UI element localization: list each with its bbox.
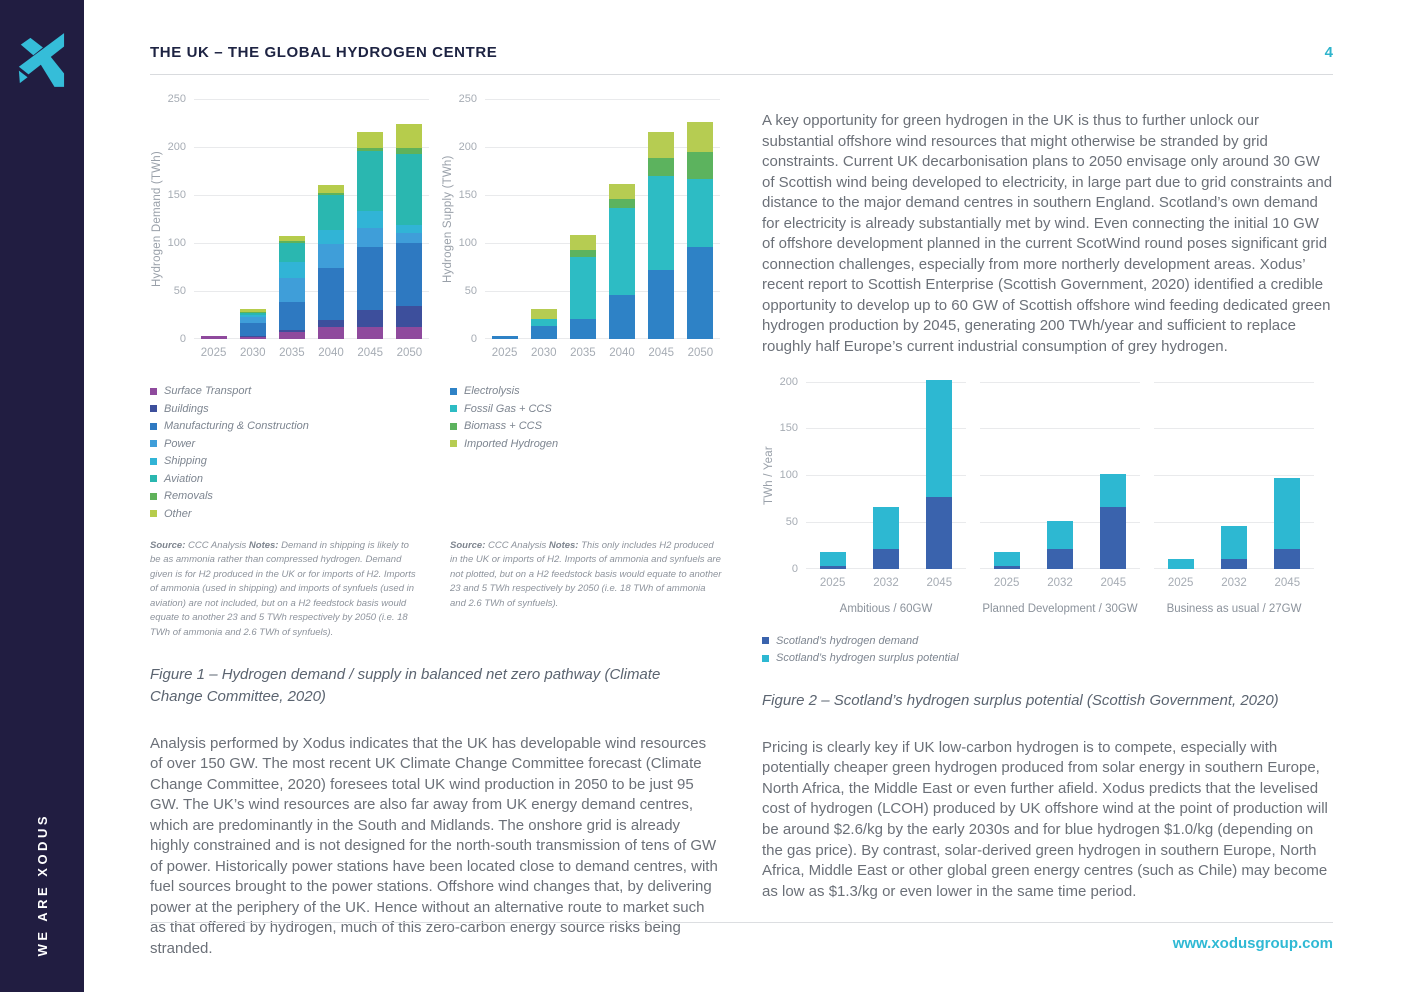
x-tick-label: 2025 — [1167, 576, 1194, 589]
bar-2032 — [1221, 526, 1247, 569]
bar-segment — [492, 336, 518, 339]
bar-segment — [820, 566, 846, 569]
bar-segment — [357, 327, 383, 339]
gridline — [194, 243, 429, 244]
figure1-legends — [150, 385, 720, 525]
website-link[interactable]: www.xodusgroup.com — [1172, 935, 1333, 952]
figure1-caption: Figure 1 – Hydrogen demand / supply in balanced net zero pathway (Climate Change Committee, 2020) — [150, 666, 661, 705]
main-content — [84, 0, 1403, 992]
legend-swatch — [762, 637, 769, 644]
legend-item — [150, 508, 450, 520]
bar-2025 — [492, 336, 518, 339]
page-number: 4 — [1324, 44, 1333, 61]
y-axis — [776, 375, 806, 575]
y-axis — [455, 93, 485, 345]
legend-label: Scotland’s hydrogen demand — [776, 634, 919, 647]
bar-segment — [820, 552, 846, 566]
legend-swatch — [450, 405, 457, 412]
bar-segment — [687, 179, 713, 247]
gridline — [485, 99, 720, 100]
bar-segment — [648, 176, 674, 270]
bar-segment — [926, 497, 952, 569]
legend-label: Biomass + CCS — [464, 420, 542, 432]
bar-segment — [318, 230, 344, 244]
x-tick-label: 2045 — [648, 347, 674, 359]
bar-segment — [318, 244, 344, 268]
bar-2025 — [994, 552, 1020, 569]
ambitious-chart — [762, 375, 966, 589]
bar-2040 — [318, 185, 344, 339]
legend-item — [762, 635, 1333, 647]
bar-segment — [531, 319, 557, 326]
x-axis-labels — [1154, 577, 1314, 589]
hydrogen-supply-chart — [441, 93, 720, 359]
bar-segment — [240, 323, 266, 336]
business-as-usual-chart — [1154, 382, 1314, 589]
y-tick-label: 200 — [779, 375, 798, 388]
planned-development-label: Planned Development / 30GW — [982, 602, 1138, 615]
left-paragraph: Analysis performed by Xodus indicates that the UK has developable wind resources of over 150 GW. The most recent UK Climate Change Committee forecast (Climate Change Committee, 2020) foresees total UK wind production in 2050 to be just 95 GW. The UK’s wind resources are also far away from UK energy demand centres, which are predominantly in the South and Midlands. The onshore grid is already highly constrained and is not designed for the north-south transmission of tens of GW of power. Historically power stations have been located close to demand centres, with fuel sources brought to the power stations. Offshore wind changes that, by delivering power at the periphery of the UK. Hence without an alternative route to market such as that offered by hydrogen, much of this zero-carbon energy source risks being stranded. — [150, 734, 718, 958]
right-column — [762, 99, 1333, 960]
legend-item — [762, 652, 1333, 664]
x-tick-label: 2045 — [1274, 576, 1301, 589]
gridline — [1154, 475, 1314, 476]
x-tick-label: 2025 — [491, 347, 518, 359]
legend-item — [450, 438, 558, 450]
demand-source-note — [150, 539, 422, 640]
bar-segment — [240, 337, 266, 339]
y-tick-label: 200 — [167, 141, 186, 153]
notes-text: This only includes H2 produced in the UK or imports of H2. Imports of ammonia and synfuels are not plotted, but on a H2 feedstock basis would equate to another 23 and 5 TWh respectively by 2050 (i.e. 18 TWh of ammonia and 2.6 TWh of synfuels). — [450, 540, 722, 609]
two-column-layout — [150, 93, 1333, 960]
x-tick-label: 2032 — [1047, 576, 1073, 589]
legend-item — [450, 420, 558, 432]
legend-label: Surface Transport — [164, 385, 252, 397]
y-tick-label: 50 — [785, 515, 798, 528]
legend-item — [450, 385, 558, 397]
bar-segment — [1221, 559, 1247, 568]
bar-2045 — [1100, 474, 1126, 568]
y-tick-label: 250 — [458, 93, 477, 105]
y-tick-label: 0 — [470, 333, 477, 345]
source-text: CCC Analysis — [185, 540, 249, 551]
legend-swatch — [150, 440, 157, 447]
bar-2045 — [1274, 478, 1300, 569]
bar-segment — [357, 228, 383, 247]
business-as-usual-label: Business as usual / 27GW — [1166, 602, 1302, 615]
bar-segment — [201, 336, 227, 339]
legend-swatch — [150, 458, 157, 465]
figure1-charts — [150, 93, 720, 359]
bar-segment — [396, 225, 422, 234]
bar-segment — [687, 247, 713, 339]
bar-segment — [318, 320, 344, 328]
bar-segment — [357, 310, 383, 327]
x-axis-labels — [980, 577, 1140, 589]
right-paragraph-1: A key opportunity for green hydrogen in the UK is thus to further unlock our substantial offshore wind resources that might otherwise be stranded by grid constraints. Current UK decarbonisation plans to 2050 envisage only around 30 GW of Scottish wind being developed to electricity, in large part due to grid constraints and distance to the major demand centres in southern England. Scotland’s own demand for electricity is already substantially met by wind. Even connecting the initial 10 GW of offshore development planned in the current ScotWind round poses significant grid connection challenges, especially from more northerly development areas. Xodus’ recent report to Scottish Enterprise (Scottish Government, 2020) identified a credible opportunity to develop up to 60 GW of Scottish offshore wind feeding dedicated green hydrogen production by 2045, generating 200 TWh/year and sufficient to replace roughly half Europe’s current industrial consumption of grey hydrogen. — [762, 112, 1333, 356]
figure2-legend — [762, 635, 1333, 665]
bar-2025 — [1168, 559, 1194, 568]
legend-label: Shipping — [164, 455, 207, 467]
bar-2025 — [201, 336, 227, 339]
bar-segment — [1100, 474, 1126, 507]
legend-swatch — [450, 423, 457, 430]
bar-segment — [687, 152, 713, 179]
legend-label: Other — [164, 507, 192, 520]
bar-segment — [570, 319, 596, 339]
gridline — [485, 147, 720, 148]
legend-item — [150, 438, 450, 450]
bar-segment — [648, 132, 674, 158]
demand-y-axis-title: Hydrogen Demand (TWh) — [151, 151, 163, 287]
legend-label: Aviation — [164, 472, 203, 485]
bar-segment — [570, 235, 596, 249]
bar-segment — [279, 332, 305, 339]
xodus-logo-icon — [16, 32, 66, 88]
demand-legend — [150, 385, 450, 525]
legend-swatch — [150, 405, 157, 412]
gridline — [485, 195, 720, 196]
right-paragraph-2: Pricing is clearly key if UK low-carbon hydrogen is to compete, especially with potentially cheaper green hydrogen produced from solar energy in southern Europe, North Africa, the Middle East or even further afield. Xodus predicts that the levelised cost of hydrogen (LCOH) produced by UK offshore wind at the point of production will be around $2.6/kg by the early 2030s and for blue hydrogen $1.0/kg (depending on the gas price). By contrast, solar-derived green hydrogen in southern Europe, North Africa, Middle East or other global green energy centres (such as Chile) may become as low as $1.3/kg or even lower in the same time period. — [762, 738, 1328, 900]
gridline — [980, 382, 1140, 383]
bar-2032 — [873, 507, 899, 569]
plot — [980, 382, 1140, 569]
legend-label: Electrolysis — [464, 385, 520, 397]
bar-segment — [318, 185, 344, 193]
legend-swatch — [150, 388, 157, 395]
legend-item — [150, 420, 450, 432]
tagline-wrap — [0, 813, 84, 956]
scenario-planned — [980, 382, 1140, 615]
left-column — [150, 93, 722, 960]
legend-label: Removals — [164, 490, 213, 502]
bar-2045 — [357, 132, 383, 339]
bar-segment — [396, 124, 422, 148]
bar-segment — [357, 247, 383, 310]
bar-2035 — [570, 235, 596, 339]
bar-segment — [279, 262, 305, 277]
bar-segment — [1168, 559, 1194, 568]
planned-development-chart — [980, 382, 1140, 589]
bar-2040 — [609, 184, 635, 339]
plot-area — [806, 382, 966, 589]
legend-swatch — [150, 475, 157, 482]
bar-segment — [873, 507, 899, 549]
bar-segment — [994, 552, 1020, 566]
x-axis-labels — [806, 577, 966, 589]
notes-label: Notes: — [548, 540, 579, 551]
ambitious-label: Ambitious / 60GW — [839, 602, 933, 615]
y-axis — [164, 93, 194, 345]
x-tick-label: 2032 — [1221, 576, 1247, 589]
bar-2025 — [820, 552, 846, 569]
scenario-bau — [1154, 382, 1314, 615]
bar-segment — [687, 122, 713, 152]
bar-segment — [648, 158, 674, 176]
plot — [1154, 382, 1314, 569]
x-tick-label: 2045 — [1100, 576, 1127, 589]
y-tick-label: 150 — [779, 422, 798, 435]
bar-segment — [279, 302, 305, 331]
legend-label: Power — [164, 437, 196, 450]
legend-label: Scotland’s hydrogen surplus potential — [776, 652, 959, 665]
bar-segment — [396, 306, 422, 327]
gridline — [980, 428, 1140, 429]
gridline — [485, 243, 720, 244]
y-tick-label: 200 — [458, 141, 477, 153]
gridline — [194, 99, 429, 100]
bar-segment — [531, 309, 557, 319]
y-tick-label: 0 — [791, 562, 798, 575]
we-are-xodus-tagline: WE ARE XODUS — [34, 812, 50, 956]
x-tick-label: 2032 — [873, 576, 899, 589]
y-tick-label: 150 — [167, 189, 186, 201]
bar-segment — [609, 208, 635, 294]
bar-segment — [1274, 549, 1300, 569]
supply-legend — [450, 385, 558, 525]
y-tick-label: 150 — [458, 189, 477, 201]
x-tick-label: 2040 — [609, 347, 635, 359]
gridline — [485, 291, 720, 292]
legend-item — [150, 473, 450, 485]
bar-2050 — [396, 124, 422, 339]
bar-2045 — [926, 380, 952, 569]
x-tick-label: 2035 — [570, 347, 596, 359]
legend-label: Buildings — [164, 402, 209, 415]
bar-segment — [609, 184, 635, 198]
bar-segment — [396, 233, 422, 243]
y-tick-label: 100 — [779, 469, 798, 482]
bar-segment — [396, 154, 422, 225]
legend-label: Fossil Gas + CCS — [464, 402, 552, 415]
bar-segment — [570, 250, 596, 258]
bar-2030 — [240, 309, 266, 339]
y-tick-label: 100 — [458, 237, 477, 249]
bar-segment — [318, 268, 344, 320]
legend-swatch — [450, 440, 457, 447]
legend-item — [450, 403, 558, 415]
x-tick-label: 2030 — [530, 347, 557, 359]
y-tick-label: 50 — [464, 285, 477, 297]
supply-source-note — [450, 539, 722, 640]
page-header — [150, 44, 1333, 75]
bar-2032 — [1047, 521, 1073, 569]
gridline — [485, 338, 720, 339]
bar-segment — [357, 151, 383, 211]
legend-item — [150, 455, 450, 467]
scenario-ambitious — [762, 375, 966, 615]
legend-swatch — [762, 655, 769, 662]
y-tick-label: 100 — [167, 237, 186, 249]
gridline — [1154, 382, 1314, 383]
x-tick-label: 2045 — [926, 576, 953, 589]
y-tick-label: 250 — [167, 93, 186, 105]
gridline — [194, 147, 429, 148]
bar-segment — [279, 278, 305, 302]
x-tick-label: 2050 — [396, 347, 423, 359]
bar-segment — [926, 380, 952, 497]
bar-segment — [609, 199, 635, 209]
y-tick-label: 50 — [173, 285, 186, 297]
plot-area — [485, 99, 720, 359]
bar-segment — [1047, 521, 1073, 549]
x-tick-label: 2030 — [239, 347, 266, 359]
legend-label: Manufacturing & Construction — [164, 420, 309, 432]
gridline — [1154, 428, 1314, 429]
x-tick-label: 2025 — [993, 576, 1020, 589]
hydrogen-demand-chart — [150, 93, 429, 359]
legend-item — [150, 403, 450, 415]
x-axis-labels — [194, 347, 429, 359]
figure2-y-axis-title: TWh / Year — [763, 445, 775, 505]
source-label: Source: — [450, 540, 486, 551]
x-tick-label: 2025 — [819, 576, 846, 589]
legend-swatch — [150, 510, 157, 517]
figure2-charts — [762, 375, 1333, 615]
bar-segment — [318, 195, 344, 230]
legend-swatch — [150, 493, 157, 500]
legend-item — [150, 385, 450, 397]
x-tick-label: 2040 — [318, 347, 344, 359]
source-notes — [150, 539, 720, 640]
page-footer — [150, 922, 1333, 953]
x-tick-label: 2035 — [279, 347, 305, 359]
y-tick-label: 0 — [179, 333, 186, 345]
bar-2045 — [648, 132, 674, 339]
bar-segment — [318, 327, 344, 339]
legend-swatch — [150, 423, 157, 430]
notes-label: Notes: — [248, 540, 279, 551]
x-tick-label: 2045 — [357, 347, 383, 359]
legend-item — [150, 490, 450, 502]
bar-segment — [1047, 549, 1073, 569]
bar-segment — [570, 257, 596, 318]
gridline — [194, 195, 429, 196]
bar-segment — [531, 326, 557, 339]
sidebar — [0, 0, 84, 992]
legend-swatch — [450, 388, 457, 395]
bar-segment — [396, 243, 422, 306]
plot-area — [980, 382, 1140, 589]
bar-segment — [1221, 526, 1247, 560]
plot-area — [194, 99, 429, 359]
bar-segment — [357, 132, 383, 148]
plot — [806, 382, 966, 569]
x-axis-labels — [485, 347, 720, 359]
x-tick-label: 2050 — [687, 347, 714, 359]
bar-segment — [873, 549, 899, 569]
bar-segment — [609, 295, 635, 339]
bar-segment — [279, 243, 305, 262]
legend-label: Imported Hydrogen — [464, 437, 559, 450]
page-title: THE UK – THE GLOBAL HYDROGEN CENTRE — [150, 44, 498, 61]
gridline — [194, 338, 429, 339]
source-label: Source: — [150, 540, 186, 551]
bar-segment — [648, 270, 674, 339]
bar-2050 — [687, 122, 713, 339]
bar-segment — [357, 211, 383, 227]
bar-2030 — [531, 309, 557, 339]
figure2-caption: Figure 2 – Scotland’s hydrogen surplus potential (Scottish Government, 2020) — [762, 692, 1279, 710]
bar-segment — [1100, 507, 1126, 569]
notes-text: Demand in shipping is likely to be as ammonia rather than compressed hydrogen. Demand given is for H2 produced in the UK or for imports of H2. Imports of ammonia (used in shipping) and imports of synfuels (used in aviation) are not included, but on a H2 feedstock basis would equate to another 23 and 5 TWh respectively by 2050 (i.e. 18 TWh of ammonia and 2.6 TWh of synfuels). — [150, 540, 416, 638]
bar-segment — [1274, 478, 1300, 549]
plot-area — [1154, 382, 1314, 589]
x-tick-label: 2025 — [200, 347, 227, 359]
bar-2035 — [279, 236, 305, 339]
bar-segment — [994, 566, 1020, 569]
plot — [485, 99, 720, 339]
bar-segment — [396, 327, 422, 339]
plot — [194, 99, 429, 339]
supply-y-axis-title: Hydrogen Supply (TWh) — [442, 155, 454, 283]
source-text: CCC Analysis — [485, 540, 549, 551]
gridline — [194, 291, 429, 292]
